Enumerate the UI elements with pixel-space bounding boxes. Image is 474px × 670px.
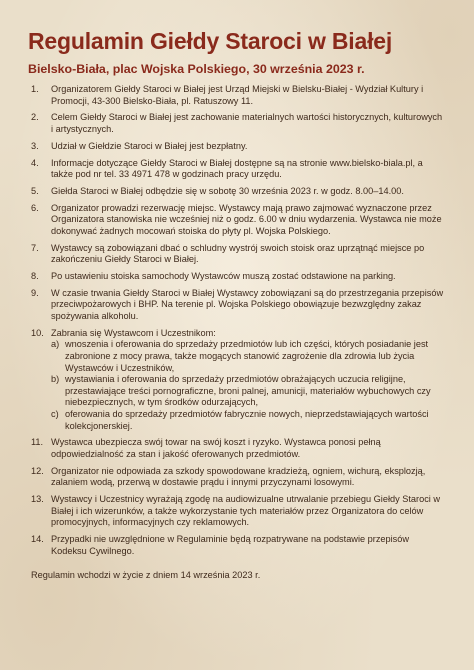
rule-body [51,271,446,283]
rule-item [28,534,446,557]
subitem-text: wystawiania i oferowania do sprzedaży przedmiotów obrażających uczucia religijne, przestawiające treści pornograficzne, broni palnej, amunicji, materiałów wybuchowych czy niebezpiecznych, w tym środków odurzających, [65,374,431,408]
rule-number: 2. [31,112,39,123]
rule-item [28,494,446,529]
rule-item [28,203,446,238]
rule-number: 11. [31,437,44,448]
subitem-letter: c) [51,408,59,419]
subitem-letter: b) [51,374,60,385]
rule-number: 12. [31,465,44,476]
rule-body [51,158,446,181]
rule-item [28,243,446,266]
rule-number: 14. [31,534,44,545]
rule-item [28,158,446,181]
rule-text: Organizator prowadzi rezerwację miejsc. Wystawcy mają prawo zajmować wyznaczone przez Organizatora stanowiska nie wcześniej niż o godz. 6.00 w dniu wydarzenia. Wystawca nie może dokonywać żadnych mocowań stoiska do płyty pl. Wojska Polskiego. [51,202,442,236]
rule-text: Informacje dotyczące Giełdy Staroci w Białej dostępne są na stronie www.bielsko-biala.pl, a także pod nr tel. 33 4971 478 w godzinach pracy urzędu. [51,157,423,180]
rule-text: Wystawcy są zobowiązani dbać o schludny wystrój swoich stoisk oraz uprzątnąć miejsce po zakończeniu Giełdy Staroci w Białej. [51,242,425,265]
rule-item [28,84,446,107]
rule-body [51,243,446,266]
rule-body [51,437,446,460]
rule-number: 1. [31,84,39,94]
rule-number: 9. [31,287,39,298]
rule-item [28,466,446,489]
rule-item [28,288,446,323]
effective-date-note: Regulamin wchodzi w życie z dniem 14 września 2023 r. [31,570,261,581]
rule-text: Organizator nie odpowiada za szkody spowodowane kradzieżą, ogniem, wichurą, eksplozją, zalaniem wodą, przerwą w dostawie prądu i innymi przyczynami losowymi. [51,465,426,488]
rule-item [28,328,446,432]
rule-item [28,186,446,198]
rule-text: Giełda Staroci w Białej odbędzie się w sobotę 30 września 2023 r. w godz. 8.00–14.00. [51,185,404,196]
rule-text: Wystawcy i Uczestnicy wyrażają zgodę na audiowizualne utrwalanie przebiegu Giełdy Staroci w Białej i ich wizerunków, a także wykorzystanie tych materiałów przez Organizatora do celów promocyjnych, informacyjnych czy reklamowych. [51,494,441,528]
rule-body [51,84,446,107]
subitem-text: oferowania do sprzedaży przedmiotów fabrycznie nowych, nieprzedstawiających wartości kolekcjonerskiej. [65,408,429,431]
rules-list [28,84,446,557]
rule-body [51,288,446,323]
rule-body [51,112,446,135]
rule-text: Wystawca ubezpiecza swój towar na swój koszt i ryzyko. Wystawca ponosi pełną odpowiedzialność za stan i jakość oferowanych przedmiotów. [51,437,381,459]
rule-number: 13. [31,494,44,505]
rule-subitem [51,374,446,409]
rule-number: 8. [31,271,39,282]
rule-body [51,534,446,557]
rule-text: Po ustawieniu stoiska samochody Wystawców muszą zostać odstawione na parking. [51,271,396,282]
rule-number: 6. [31,202,39,213]
document-subtitle: Bielsko-Biała, plac Wojska Polskiego, 30 września 2023 r. [28,62,365,76]
rule-body [51,328,446,432]
rule-text: W czasie trwania Giełdy Staroci w Białej Wystawcy zobowiązani są do przestrzegania przepisów przeciwpożarowych i BHP. Na terenie pl. Wojska Polskiego obowiązuje bezwzględny zakaz spożywania alkoholu. [51,287,444,321]
rule-number: 4. [31,157,39,168]
document-title: Regulamin Giełdy Staroci w Białej [28,28,393,54]
rule-text: Zabrania się Wystawcom i Uczestnikom: [51,327,216,338]
rule-item [28,271,446,283]
rule-number: 7. [31,242,39,253]
subitem-text: wnoszenia i oferowania do sprzedaży przedmiotów lub ich części, których posiadanie jest zabronione z mocy prawa, także mogących stanowić zagrożenie dla zdrowia lub życia Wystawców i Uczestników, [65,339,429,373]
rule-text: Przypadki nie uwzględnione w Regulaminie będą rozpatrywane na podstawie przepisów Kodeksu Cywilnego. [51,534,410,556]
rule-body [51,203,446,238]
rule-body [51,466,446,489]
rule-item [28,141,446,153]
rule-body [51,186,446,198]
rule-subitem [51,409,446,432]
rule-item [28,437,446,460]
rule-text: Organizatorem Giełdy Staroci w Białej jest Urząd Miejski w Bielsku-Białej - Wydział Kultury i Promocji, 43-300 Bielsko-Biała, pl. Ratuszowy 11. [51,84,424,106]
rule-text: Celem Giełdy Staroci w Białej jest zachowanie materialnych wartości historycznych, kulturowych i artystycznych. [51,112,443,134]
rule-item [28,112,446,135]
rule-body [51,141,446,153]
rule-body [51,494,446,529]
rule-sublist [51,339,446,432]
rule-number: 10. [31,327,44,338]
rule-text: Udział w Giełdzie Staroci w Białej jest bezpłatny. [51,140,248,151]
subitem-letter: a) [51,339,60,350]
rule-number: 5. [31,185,39,196]
rule-number: 3. [31,140,39,151]
rule-subitem [51,339,446,374]
